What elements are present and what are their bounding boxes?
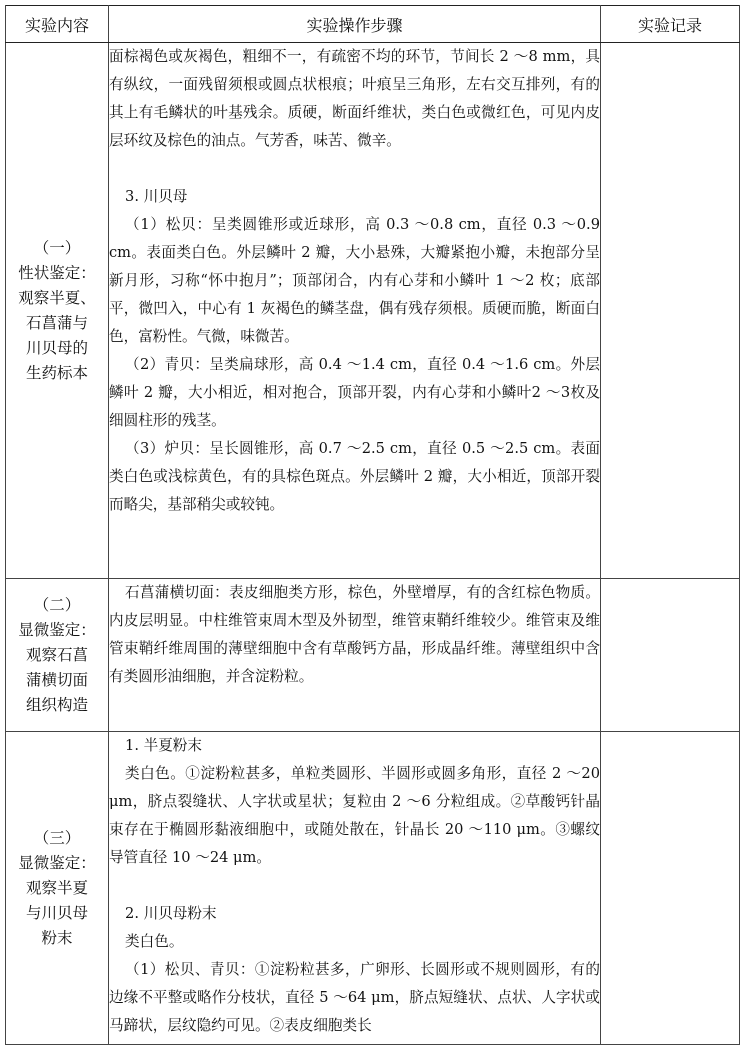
row-label-cell (6, 732, 109, 1045)
row-label-line: 蒲横切面 (25, 670, 88, 689)
row-label-cell (6, 579, 109, 732)
row-label-line: 川贝母的 (25, 338, 88, 357)
step-paragraph: （1）松贝、青贝：①淀粉粒甚多，广卵形、长圆形或不规则圆形，有的边缘不平整或略作分枝状，直径 5 ～64 μm，脐点短缝状、点状、人字状或马蹄状，层纹隐约可见。②表皮细胞类长 (109, 961, 600, 1034)
steps-cell (109, 732, 601, 1045)
record-cell (601, 732, 740, 1045)
table-row (6, 732, 740, 1045)
row-label-line: 观察半夏 (25, 878, 88, 897)
row-label-line: 显微鉴定： (18, 620, 96, 639)
step-heading: 3. 川贝母 (125, 188, 188, 205)
row-label-cell (6, 43, 109, 579)
steps-cell (109, 43, 601, 579)
step-paragraph: （2）青贝：呈类扁球形，高 0.4 ～1.4 cm，直径 0.4 ～1.6 cm。外层鳞叶 2 瓣，大小相近，相对抱合，顶部开裂，内有心芽和小鳞叶2 ～3枚及细圆柱形的残茎。 (109, 356, 600, 429)
step-heading: 2. 川贝母粉末 (125, 905, 217, 922)
experiment-table (5, 5, 740, 1045)
step-heading: 1. 半夏粉末 (125, 737, 202, 754)
row-label-line: 石菖蒲与 (25, 313, 88, 332)
row-label-line: 生药标本 (25, 363, 88, 382)
row-label-line: 与川贝母 (25, 903, 88, 922)
record-cell (601, 579, 740, 732)
row-label-line: （三） (33, 828, 81, 847)
step-paragraph: 类白色。 (125, 933, 184, 950)
step-paragraph: （3）炉贝：呈长圆锥形，高 0.7 ～2.5 cm，直径 0.5 ～2.5 cm。表面类白色或浅棕黄色，有的具棕色斑点。外层鳞叶 2 瓣，大小相近，顶部开裂而略尖，基部稍尖或较钝。 (109, 440, 600, 513)
table-header-row (6, 6, 740, 43)
record-cell (601, 43, 740, 579)
header-steps: 实验操作步骤 (109, 6, 601, 43)
step-paragraph: （1）松贝：呈类圆锥形或近球形，高 0.3 ～0.8 cm，直径 0.3 ～0.9 cm。表面类白色。外层鳞叶 2 瓣，大小悬殊，大瓣紧抱小瓣，未抱部分呈新月形，习称“怀中抱月”；顶部闭合，内有心芽和小鳞叶 1 ～2 枚；底部平，微凹入，中心有 1 灰褐色的鳞茎盘，偶有残存须根。质硬而脆，断面白色，富粉性。气微，味微苦。 (109, 216, 600, 345)
row-label-line: 粉末 (41, 928, 73, 947)
row-label-line: 显微鉴定： (18, 853, 96, 872)
row-label-line: 观察石菖 (25, 645, 88, 664)
header-record: 实验记录 (601, 6, 740, 43)
step-paragraph: 石菖蒲横切面：表皮细胞类方形，棕色，外壁增厚，有的含红棕色物质。内皮层明显。中柱维管束周木型及外韧型，维管束鞘纤维较少。维管束及维管束鞘纤维周围的薄壁细胞中含有草酸钙方晶，形成晶纤维。薄壁组织中含有类圆形油细胞，并含淀粉粒。 (109, 584, 600, 685)
table-row (6, 43, 740, 579)
row-label-line: 观察半夏、 (18, 288, 96, 307)
row-label-line: （二） (33, 595, 81, 614)
header-content: 实验内容 (6, 6, 109, 43)
step-paragraph: 类白色。①淀粉粒甚多，单粒类圆形、半圆形或圆多角形，直径 2 ～20 μm，脐点裂缝状、人字状或星状；复粒由 2 ～6 分粒组成。②草酸钙针晶束存在于椭圆形黏液细胞中，或随处散在，针晶长 20 ～110 μm。③螺纹导管直径 10 ～24 μm。 (109, 765, 600, 866)
row-label-line: （一） (33, 238, 81, 257)
table-row (6, 579, 740, 732)
steps-cell (109, 579, 601, 732)
row-label-line: 组织构造 (25, 695, 88, 714)
row-label-line: 性状鉴定： (18, 263, 96, 282)
step-paragraph: 面棕褐色或灰褐色，粗细不一，有疏密不均的环节，节间长 2 ～8 mm，具有纵纹，一面残留须根或圆点状根痕；叶痕呈三角形，左右交互排列，有的其上有毛鳞状的叶基残余。质硬，断面纤维状，类白色或微红色，可见内皮层环纹及棕色的油点。气芳香，味苦、微辛。 (109, 48, 600, 149)
